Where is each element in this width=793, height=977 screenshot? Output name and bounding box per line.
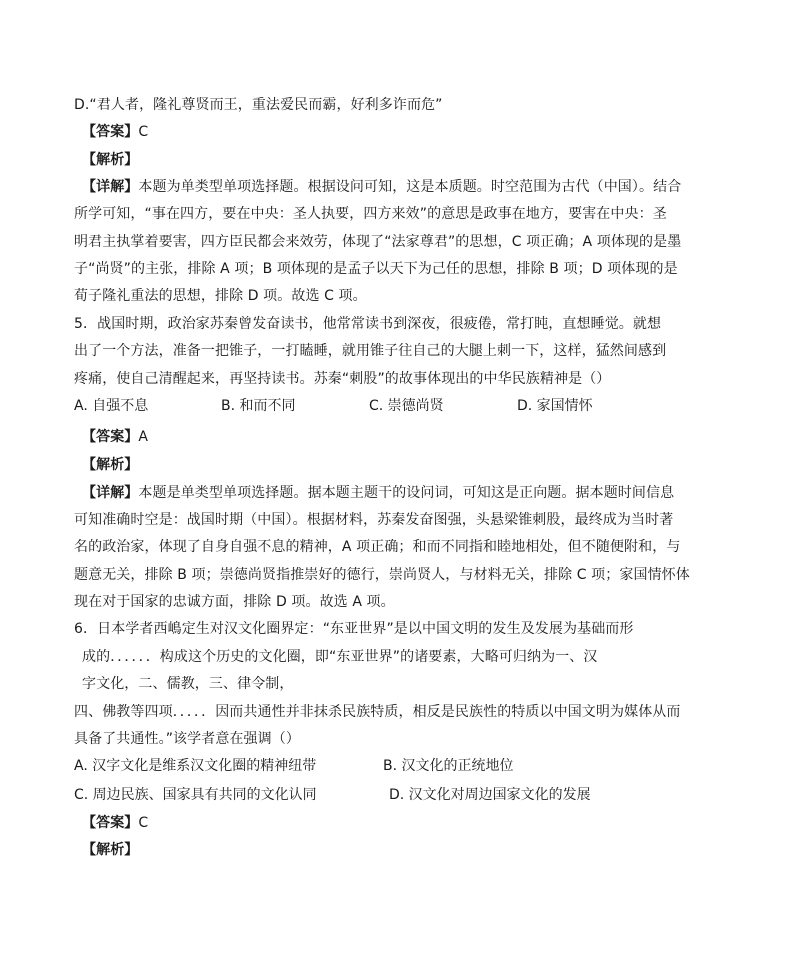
q5-analysis-tag: 【解析】 bbox=[82, 457, 139, 473]
q5-detail-line-2: 名的政治家，体现了自身自强不息的精神，A 项正确；和而不同指和睦地相处，但不随便附和，与 bbox=[74, 539, 681, 555]
q6-option-d: D. 汉文化对周边国家文化的发展 bbox=[389, 787, 591, 803]
q4-detail-line-4: 荀子隆礼重法的思想，排除 D 项。故选 C 项。 bbox=[74, 288, 367, 304]
q5-detail-text-0: 本题是单类型单项选择题。据本题主题干的设问词，可知这是正向题。据本题时间信息 bbox=[138, 485, 675, 501]
q5-detail-line-4: 现在对于国家的忠诚方面，排除 D 项。故选 A 项。 bbox=[74, 594, 395, 610]
q6-option-c: C. 周边民族、国家具有共同的文化认同 bbox=[74, 787, 317, 803]
q6-stem-line-4: 具备了共通性。”该学者意在强调（） bbox=[74, 731, 300, 747]
q5-detail-line-0 bbox=[82, 484, 674, 502]
q5-answer bbox=[82, 428, 148, 446]
q5-stem-line-2: 疼痛，使自己清醒起来，再坚持读书。苏秦“刺股”的故事体现出的中华民族精神是（） bbox=[74, 371, 611, 387]
q5-option-d: D. 家国情怀 bbox=[517, 398, 593, 414]
q5-answer-tag: 【答案】 bbox=[82, 429, 139, 445]
q6-answer-value: C bbox=[138, 815, 149, 831]
q5-detail-line-3: 题意无关，排除 B 项；崇德尚贤指推崇好的德行，崇尚贤人，与材料无关，排除 C 项；家国情怀体 bbox=[74, 567, 690, 583]
q4-analysis-tag: 【解析】 bbox=[82, 152, 139, 168]
q4-answer-value: C bbox=[138, 124, 149, 140]
q4-detail-line-2: 明君主执掌着要害，四方臣民都会来效劳，体现了“法家尊君”的思想，C 项正确；A 项体现的是墨 bbox=[74, 234, 682, 250]
q4-detail-line-0 bbox=[82, 178, 681, 196]
q6-stem-line-2: 字文化，二、儒教，三、律令制， bbox=[82, 676, 294, 692]
q6-analysis-tag: 【解析】 bbox=[82, 842, 139, 858]
q6-answer bbox=[82, 814, 148, 832]
q4-detail-line-3: 子“尚贤”的主张，排除 A 项；B 项体现的是孟子以天下为己任的思想，排除 B 项；D 项体现的是 bbox=[74, 261, 678, 277]
q4-answer-tag: 【答案】 bbox=[82, 124, 139, 140]
q4-detail-text-0: 本题为单类型单项选择题。根据设问可知，这是本质题。时空范围为古代（中国）。结合 bbox=[138, 179, 682, 195]
q6-option-a: A. 汉字文化是维系汉文化圈的精神纽带 bbox=[74, 758, 317, 774]
q5-stem-line-0: 5．战国时期，政治家苏秦曾发奋读书，他常常读书到深夜，很疲倦，常打盹，直想睡觉。就想 bbox=[74, 316, 662, 332]
q5-detail-tag: 【详解】 bbox=[82, 485, 139, 501]
q6-stem-line-0: 6．日本学者西嶋定生对汉文化圈界定：“东亚世界”是以中国文明的发生及发展为基础而形 bbox=[74, 621, 634, 637]
q5-answer-value: A bbox=[138, 429, 149, 445]
q6-stem-line-3: 四、佛教等四项．．．．．因而共通性并非抹杀民族特质，相反是民族性的特质以中国文明为媒体从而 bbox=[74, 704, 681, 720]
q4-answer bbox=[82, 123, 148, 141]
q4-detail-line-1: 所学可知，“事在四方，要在中央：圣人执要，四方来效”的意思是政事在地方，要害在中央：圣 bbox=[74, 206, 667, 222]
q5-option-c: C. 崇德尚贤 bbox=[369, 398, 444, 414]
q6-stem-line-1: 成的．．．．．．构成这个历史的文化圈，即“东亚世界”的诸要素，大略可归纳为一、汉 bbox=[82, 649, 598, 665]
q5-option-a: A. 自强不息 bbox=[74, 398, 149, 414]
q6-answer-tag: 【答案】 bbox=[82, 815, 139, 831]
q4-option-d: D.“君人者，隆礼尊贤而王，重法爱民而霸，好利多诈而危” bbox=[74, 97, 443, 113]
q4-detail-tag: 【详解】 bbox=[82, 179, 139, 195]
q5-option-b: B. 和而不同 bbox=[221, 398, 296, 414]
q5-stem-line-1: 出了一个方法，准备一把锥子，一打瞌睡，就用锥子往自己的大腿上刺一下，这样，猛然间感到 bbox=[74, 343, 667, 359]
q5-detail-line-1: 可知准确时空是：战国时期（中国）。根据材料，苏秦发奋图强，头悬梁锥刺股，最终成为当时著 bbox=[74, 512, 674, 528]
q6-option-b: B. 汉文化的正统地位 bbox=[383, 758, 514, 774]
